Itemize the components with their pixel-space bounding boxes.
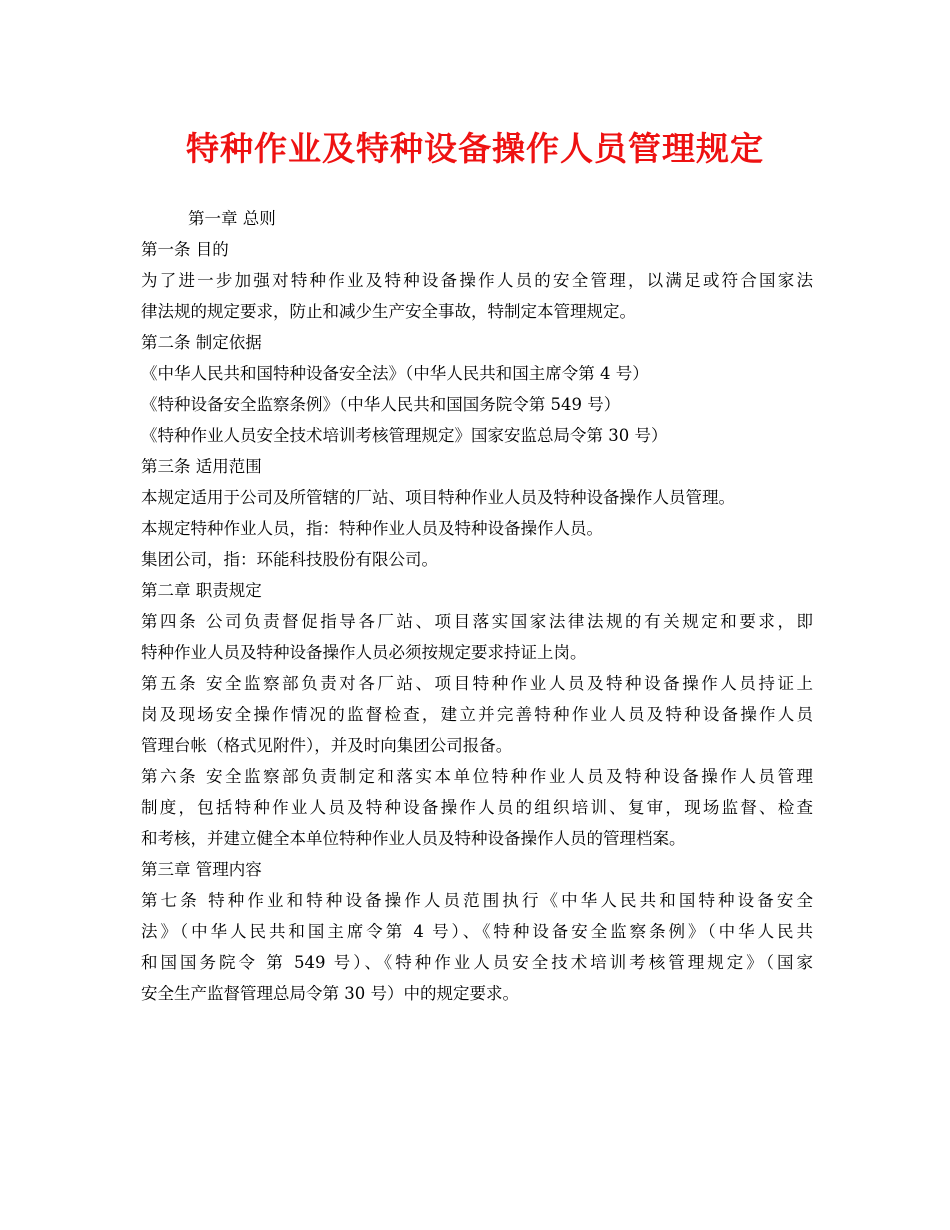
chapter-2-heading-line: 第二章 职责规定 — [141, 581, 262, 600]
article-6-paragraph-line: 第六条 安全监察部负责制定和落实本单位特种作业人员及特种设备操作人员管理 — [141, 767, 813, 786]
article-5-paragraph-line: 第五条 安全监察部负责对各厂站、项目特种作业人员及特种设备操作人员持证上 — [141, 674, 813, 693]
reference-law-line-line: 《中华人民共和国特种设备安全法》（中华人民共和国主席令第 4 号） — [141, 364, 649, 383]
document-title: 特种作业及特种设备操作人员管理规定 — [186, 129, 764, 168]
article-3-heading — [141, 451, 813, 482]
chapter-1-heading-line: 第一章 总则 — [188, 209, 276, 228]
article-7-paragraph-line: 和国国务院令 第 549 号）、《特种作业人员安全技术培训考核管理规定》（国家 — [141, 953, 813, 972]
article-4-paragraph-line: 第四条 公司负责督促指导各厂站、项目落实国家法律法规的有关规定和要求，即 — [141, 612, 813, 631]
chapter-1-heading — [141, 203, 813, 234]
article-7-paragraph-line: 安全生产监督管理总局令第 30 号）中的规定要求。 — [141, 984, 519, 1003]
article-5-paragraph — [141, 668, 813, 761]
article-7-paragraph-line: 第七条 特种作业和特种设备操作人员范围执行《中华人民共和国特种设备安全 — [141, 891, 813, 910]
article-1-paragraph — [141, 265, 813, 327]
scope-line-2-line: 本规定特种作业人员，指：特种作业人员及特种设备操作人员。 — [141, 519, 603, 538]
document-body — [141, 203, 813, 1009]
reference-training-rule-line — [141, 420, 813, 451]
article-2-heading-line: 第二条 制定依据 — [141, 333, 262, 352]
chapter-2-heading — [141, 575, 813, 606]
chapter-3-heading — [141, 854, 813, 885]
article-1-heading-line: 第一条 目的 — [141, 240, 229, 259]
reference-law-line — [141, 358, 813, 389]
scope-line-1-line: 本规定适用于公司及所管辖的厂站、项目特种作业人员及特种设备操作人员管理。 — [141, 488, 735, 507]
scope-line-1 — [141, 482, 813, 513]
scope-line-3-line: 集团公司，指：环能科技股份有限公司。 — [141, 550, 438, 569]
article-7-paragraph — [141, 885, 813, 1009]
reference-regulation-line — [141, 389, 813, 420]
article-6-paragraph-line: 和考核，并建立健全本单位特种作业人员及特种设备操作人员的管理档案。 — [141, 829, 686, 848]
article-1-heading — [141, 234, 813, 265]
article-2-heading — [141, 327, 813, 358]
article-1-paragraph-line: 律法规的规定要求，防止和减少生产安全事故，特制定本管理规定。 — [141, 302, 636, 321]
article-5-paragraph-line: 岗及现场安全操作情况的监督检查，建立并完善特种作业人员及特种设备操作人员 — [141, 705, 813, 724]
article-4-paragraph — [141, 606, 813, 668]
reference-regulation-line-line: 《特种设备安全监察条例》（中华人民共和国国务院令第 549 号） — [141, 395, 621, 414]
reference-training-rule-line-line: 《特种作业人员安全技术培训考核管理规定》国家安监总局令第 30 号） — [141, 426, 668, 445]
scope-line-3 — [141, 544, 813, 575]
article-5-paragraph-line: 管理台帐（格式见附件），并及时向集团公司报备。 — [141, 736, 513, 755]
scope-line-2 — [141, 513, 813, 544]
article-3-heading-line: 第三条 适用范围 — [141, 457, 262, 476]
article-6-paragraph — [141, 761, 813, 854]
article-4-paragraph-line: 特种作业人员及特种设备操作人员必须按规定要求持证上岗。 — [141, 643, 587, 662]
article-7-paragraph-line: 法》（中华人民共和国主席令第 4 号）、《特种设备安全监察条例》（中华人民共 — [141, 922, 813, 941]
article-6-paragraph-line: 制度，包括特种作业人员及特种设备操作人员的组织培训、复审，现场监督、检查 — [141, 798, 813, 817]
article-1-paragraph-line: 为了进一步加强对特种作业及特种设备操作人员的安全管理，以满足或符合国家法 — [141, 271, 813, 290]
chapter-3-heading-line: 第三章 管理内容 — [141, 860, 262, 879]
